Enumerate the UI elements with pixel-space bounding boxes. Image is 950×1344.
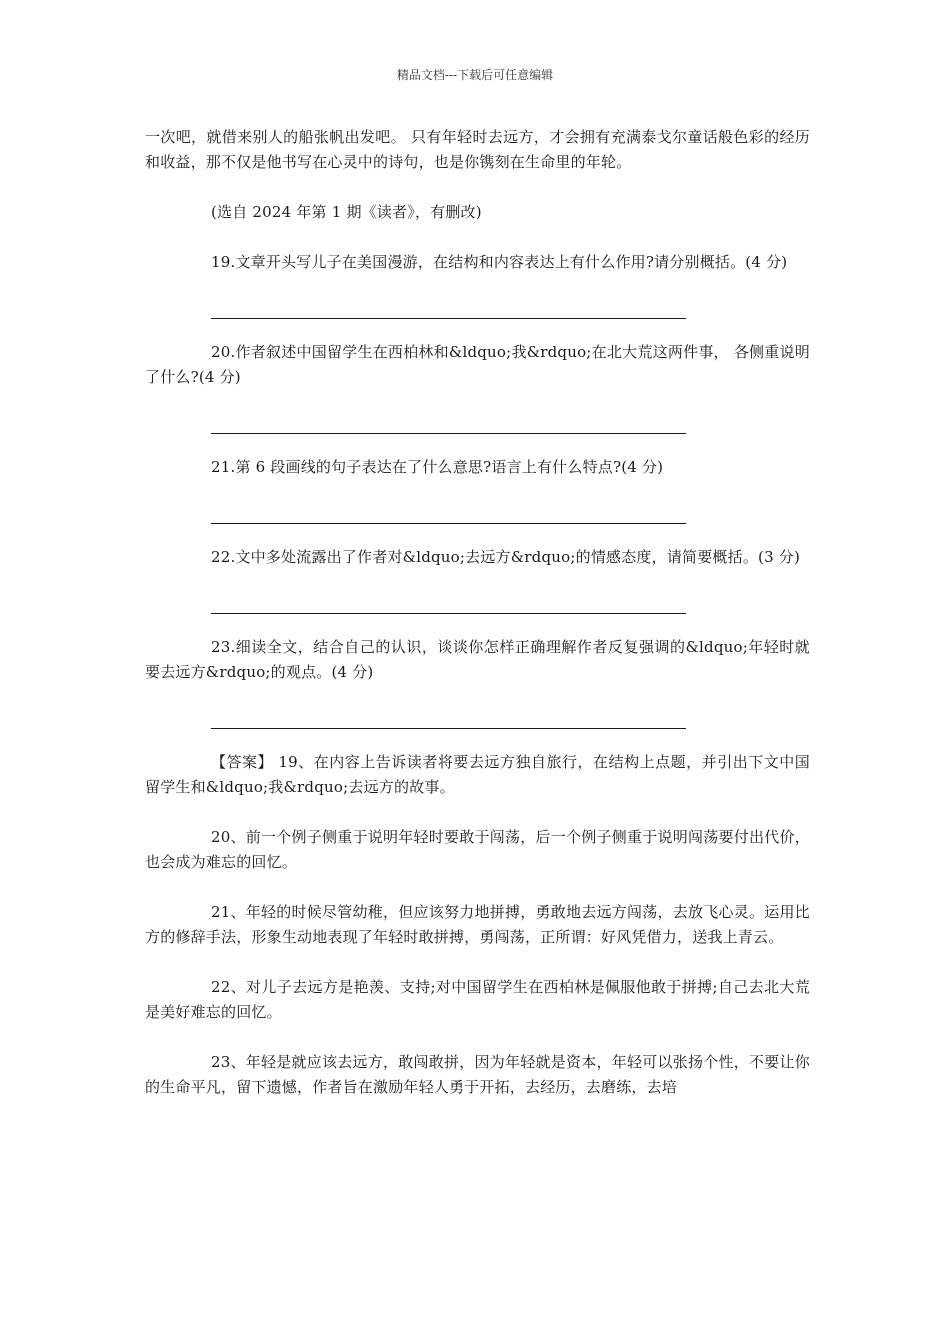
document-body [145,125,810,1100]
answer-line-21[interactable] [211,523,686,524]
answer-19: 【答案】 19、在内容上告诉读者将要去远方独自旅行，在结构上点题，并引出下文中国留学生和&ldquo;我&rdquo;去远方的故事。 [145,753,810,796]
answer-23: 23、年轻是就应该去远方，敢闯敢拼，因为年轻就是资本，年轻可以张扬个性，不要让你的生命平凡，留下遗憾，作者旨在激励年轻人勇于开拓，去经历，去磨练，去培 [145,1053,810,1096]
question-19: 19.文章开头写儿子在美国漫游，在结构和内容表达上有什么作用?请分别概括。(4 分) [211,253,788,271]
answer-21: 21、年轻的时候尽管幼稚，但应该努力地拼搏，勇敢地去远方闯荡，去放飞心灵。运用比方的修辞手法，形象生动地表现了年轻时敢拼搏，勇闯荡，正所谓：好风凭借力，送我上青云。 [145,903,810,946]
answer-22: 22、对儿子去远方是艳羡、支持;对中国留学生在西柏林是佩服他敢于拼搏;自己去北大荒是美好难忘的回忆。 [145,978,810,1021]
answer-line-19[interactable] [211,318,686,319]
question-21: 21.第 6 段画线的句子表达在了什么意思?语言上有什么特点?(4 分) [211,458,664,476]
intro-paragraph: 一次吧，就借来别人的船张帆出发吧。 只有年轻时去远方，才会拥有充满泰戈尔童话般色彩的经历和收益，那不仅是他书写在心灵中的诗句，也是你镌刻在生命里的年轮。 [145,128,810,171]
answer-line-20[interactable] [211,433,686,434]
page-header: 精品文档---下载后可任意编辑 [396,68,554,82]
answer-line-23[interactable] [211,728,686,729]
answer-line-22[interactable] [211,613,686,614]
question-23: 23.细读全文，结合自己的认识，谈谈你怎样正确理解作者反复强调的&ldquo;年轻时就要去远方&rdquo;的观点。(4 分) [145,638,810,681]
source-note: (选自 2024 年第 1 期《读者》，有删改) [211,203,482,221]
answer-20: 20、前一个例子侧重于说明年轻时要敢于闯荡，后一个例子侧重于说明闯荡要付出代价，也会成为难忘的回忆。 [145,828,810,871]
question-20: 20.作者叙述中国留学生在西柏林和&ldquo;我&rdquo;在北大荒这两件事， 各侧重说明了什么?(4 分) [145,343,810,386]
question-22: 22.文中多处流露出了作者对&ldquo;去远方&rdquo;的情感态度，请简要概括。(3 分) [211,548,801,566]
